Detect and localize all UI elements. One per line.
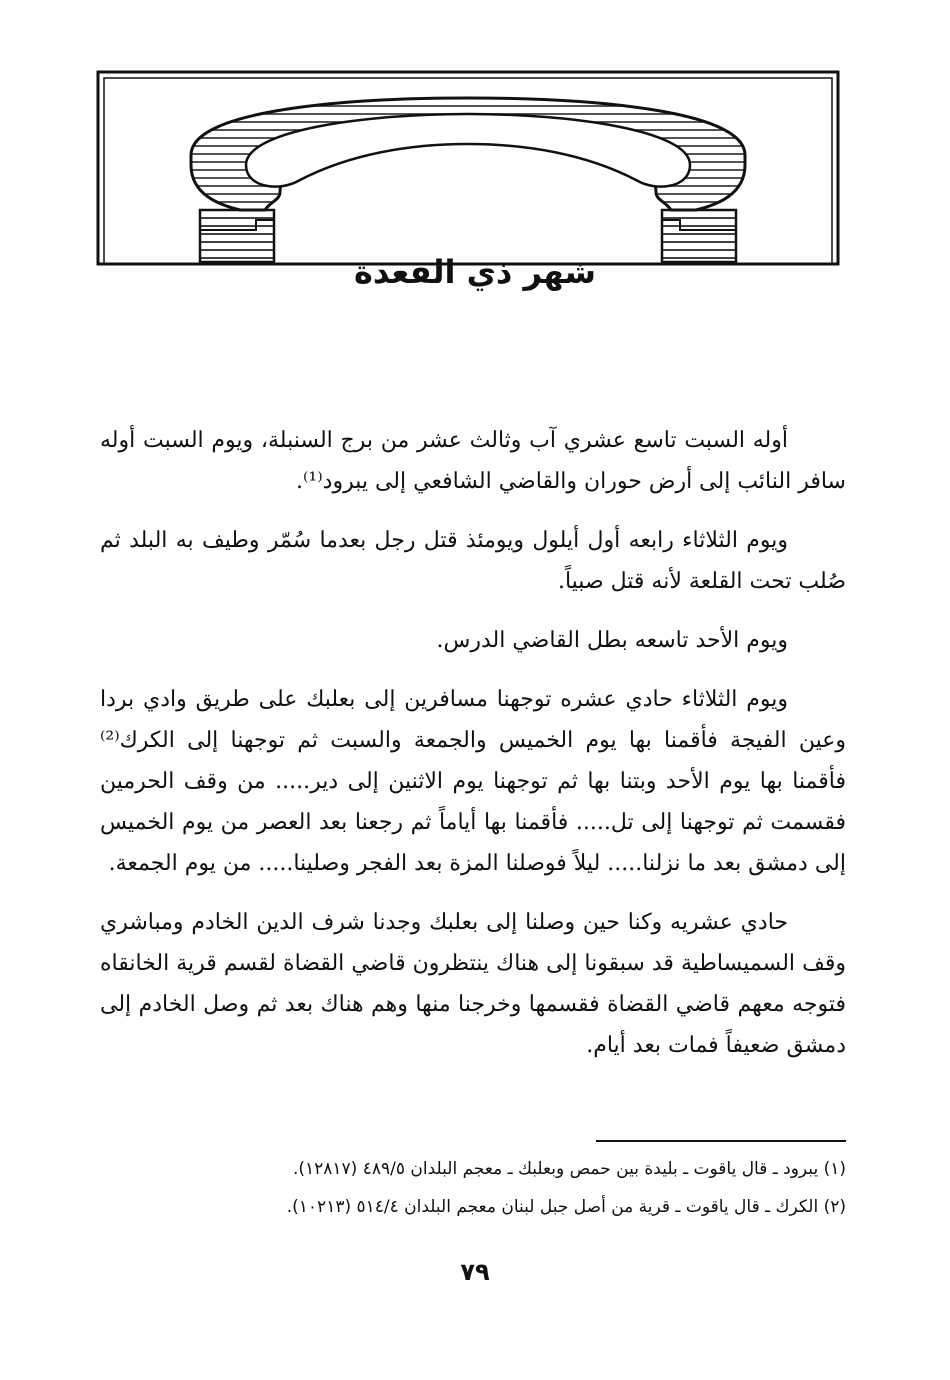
page-title: شهر ذي القعدة	[354, 253, 596, 291]
footnote-divider	[596, 1140, 846, 1142]
paragraph: ويوم الثلاثاء رابعه أول أيلول ويومئذ قتل رجل بعدما سُمّر وطيف به البلد ثم صُلب تحت القلعة لأنه قتل صبياً.	[100, 528, 846, 594]
paragraph: حادي عشريه وكنا حين وصلنا إلى بعلبك وجدنا شرف الدين الخادم ومباشري وقف السميساطية قد سبقونا إلى هناك ينتظرون قاضي القضاة لقسم قرية الخانقاه فتوجه معهم قاضي القضاة فقسمها وخرجنا منها وهم هناك بعد ثم وصل الخادم إلى دمشق ضعيفاً فمات بعد أيام.	[100, 910, 846, 1058]
footnote-item: (١) يبرود ـ قال ياقوت ـ بليدة بين حمص وبعلبك ـ معجم البلدان ٤٨٩/٥ (١٢٨١٧).	[292, 1159, 846, 1179]
main-text	[100, 420, 846, 1084]
paragraph: ويوم الثلاثاء حادي عشره توجهنا مسافرين إلى بعلبك على طريق وادي بردا وعين الفيجة فأقمنا بها يوم الخميس والجمعة والسبت ثم توجهنا إلى الكرك⁽²⁾ فأقمنا بها يوم الأحد وبتنا بها ثم توجهنا يوم الاثنين إلى دير..... من وقف الحرمين فقسمت ثم توجهنا إلى تل..... فأقمنا بها أياماً ثم رجعنا بعد العصر من يوم الخميس إلى دمشق بعد ما نزلنا..... ليلاً فوصلنا المزة بعد الفجر وصلينا..... من يوم الجمعة.	[100, 687, 847, 876]
paragraph: ويوم الأحد تاسعه بطل القاضي الدرس.	[436, 628, 788, 653]
arch-frame-ornament	[96, 70, 840, 270]
footnotes	[100, 1150, 846, 1226]
footnote-item: (٢) الكرك ـ قال ياقوت ـ قرية من أصل جبل لبنان معجم البلدان ٥١٤/٤ (١٠٢١٣).	[286, 1197, 846, 1217]
page-number: ٧٩	[460, 1258, 490, 1286]
paragraph: أوله السبت تاسع عشري آب وثالث عشر من برج السنبلة، ويوم السبت أوله سافر النائب إلى أرض حوران والقاضي الشافعي إلى يبرود⁽¹⁾.	[100, 428, 846, 494]
